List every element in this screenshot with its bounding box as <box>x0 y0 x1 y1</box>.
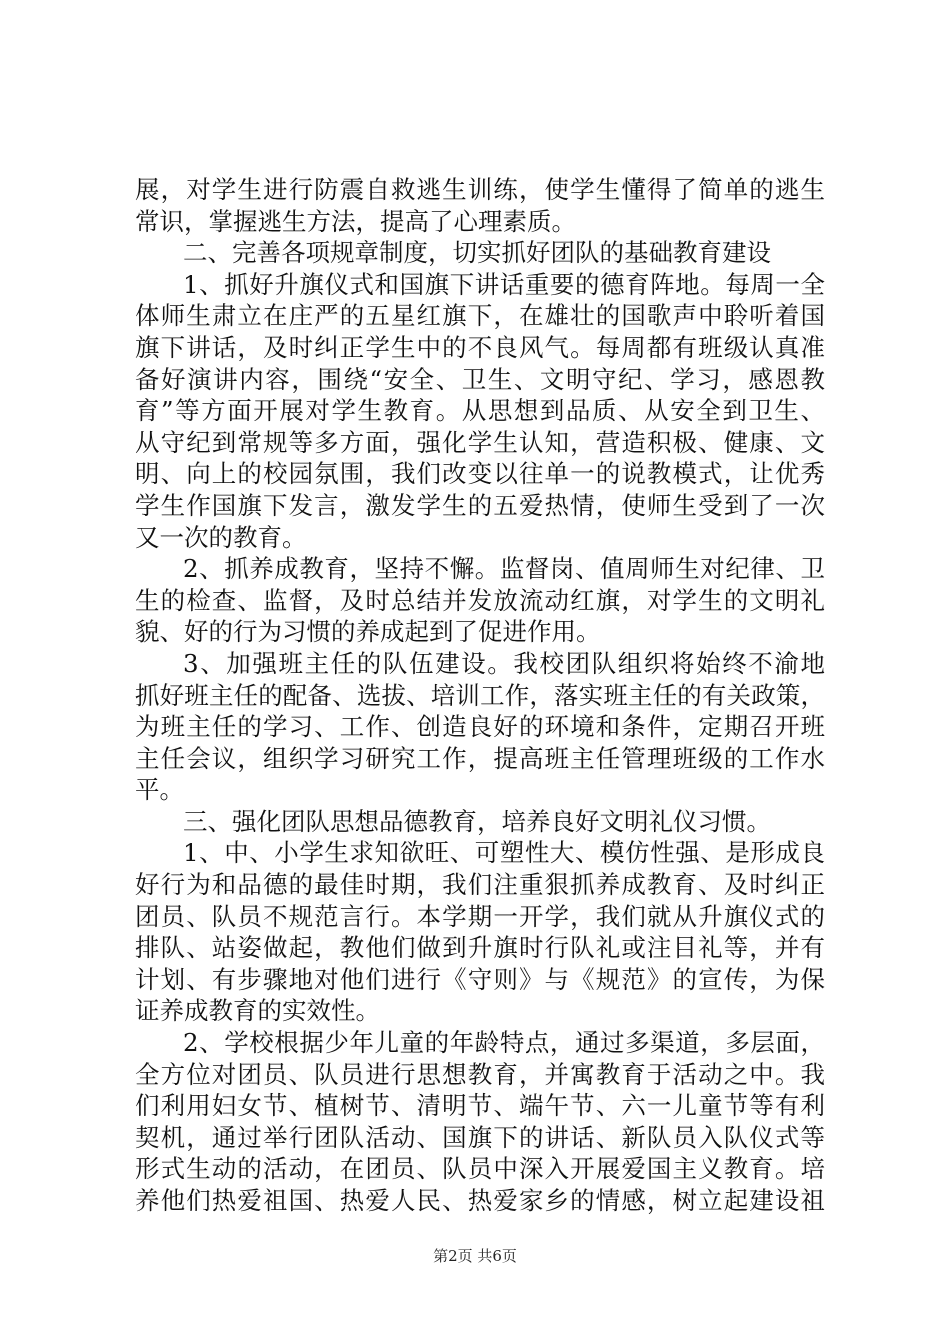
text-line: 们利用妇女节、植树节、清明节、端午节、六一儿童节等有利 <box>135 1091 825 1121</box>
text-line: 为班主任的学习、工作、创造良好的环境和条件，定期召开班 <box>135 712 825 742</box>
text-line: 契机，通过举行团队活动、国旗下的讲话、新队员入队仪式等 <box>135 1122 825 1152</box>
text-line: 2、学校根据少年儿童的年龄特点，通过多渠道，多层面， <box>183 1028 825 1058</box>
text-line: 3、加强班主任的队伍建设。我校团队组织将始终不渝地 <box>183 648 825 678</box>
text-line: 平。 <box>135 775 184 805</box>
text-line: 三、强化团队思想品德教育，培养良好文明礼仪习惯。 <box>183 806 771 836</box>
text-line: 貌、好的行为习惯的养成起到了促进作用。 <box>135 617 601 647</box>
text-line: 常识，掌握逃生方法，提高了心理素质。 <box>135 206 576 236</box>
text-line: 主任会议，组织学习研究工作，提高班主任管理班级的工作水 <box>135 743 825 773</box>
page-footer: 第2页 共6页 <box>433 1247 517 1265</box>
text-line: 育”等方面开展对学生教育。从思想到品质、从安全到卫生、 <box>135 396 825 426</box>
text-line: 明、向上的校园氛围，我们改变以往单一的说教模式，让优秀 <box>135 459 825 489</box>
text-line: 证养成教育的实效性。 <box>135 996 380 1026</box>
text-line: 学生作国旗下发言，激发学生的五爱热情，使师生受到了一次 <box>135 490 825 520</box>
text-line: 形式生动的活动，在团员、队员中深入开展爱国主义教育。培 <box>135 1154 825 1184</box>
text-line: 又一次的教育。 <box>135 522 307 552</box>
text-line: 展，对学生进行防震自救逃生训练，使学生懂得了简单的逃生 <box>135 175 825 204</box>
text-line: 1、抓好升旗仪式和国旗下讲话重要的德育阵地。每周一全 <box>183 269 825 299</box>
text-line: 二、完善各项规章制度，切实抓好团队的基础教育建设 <box>183 238 771 268</box>
text-line: 排队、站姿做起，教他们做到升旗时行队礼或注目礼等，并有 <box>135 933 825 963</box>
text-line: 备好演讲内容，围绕“安全、卫生、文明守纪、学习，感恩教 <box>135 364 825 394</box>
text-line: 生的检查、监督，及时总结并发放流动红旗，对学生的文明礼 <box>135 585 825 615</box>
text-line: 好行为和品德的最佳时期，我们注重狠抓养成教育、及时纠正 <box>135 870 825 900</box>
text-line: 养他们热爱祖国、热爱人民、热爱家乡的情感，树立起建设祖 <box>135 1186 825 1215</box>
document-body <box>135 174 825 1217</box>
text-line: 2、抓养成教育，坚持不懈。监督岗、值周师生对纪律、卫 <box>183 554 825 584</box>
text-line: 计划、有步骤地对他们进行《守则》与《规范》的宣传，为保 <box>135 964 825 994</box>
text-line: 全方位对团员、队员进行思想教育，并寓教育于活动之中。我 <box>135 1059 825 1089</box>
text-line: 抓好班主任的配备、选拔、培训工作，落实班主任的有关政策， <box>135 680 825 710</box>
text-line: 旗下讲话，及时纠正学生中的不良风气。每周都有班级认真准 <box>135 332 825 362</box>
text-line: 体师生肃立在庄严的五星红旗下，在雄壮的国歌声中聆听着国 <box>135 301 825 331</box>
text-line: 团员、队员不规范言行。本学期一开学，我们就从升旗仪式的 <box>135 901 825 931</box>
text-line: 从守纪到常规等多方面，强化学生认知，营造积极、健康、文 <box>135 427 825 457</box>
text-line: 1、中、小学生求知欲旺、可塑性大、模仿性强、是形成良 <box>183 838 825 868</box>
